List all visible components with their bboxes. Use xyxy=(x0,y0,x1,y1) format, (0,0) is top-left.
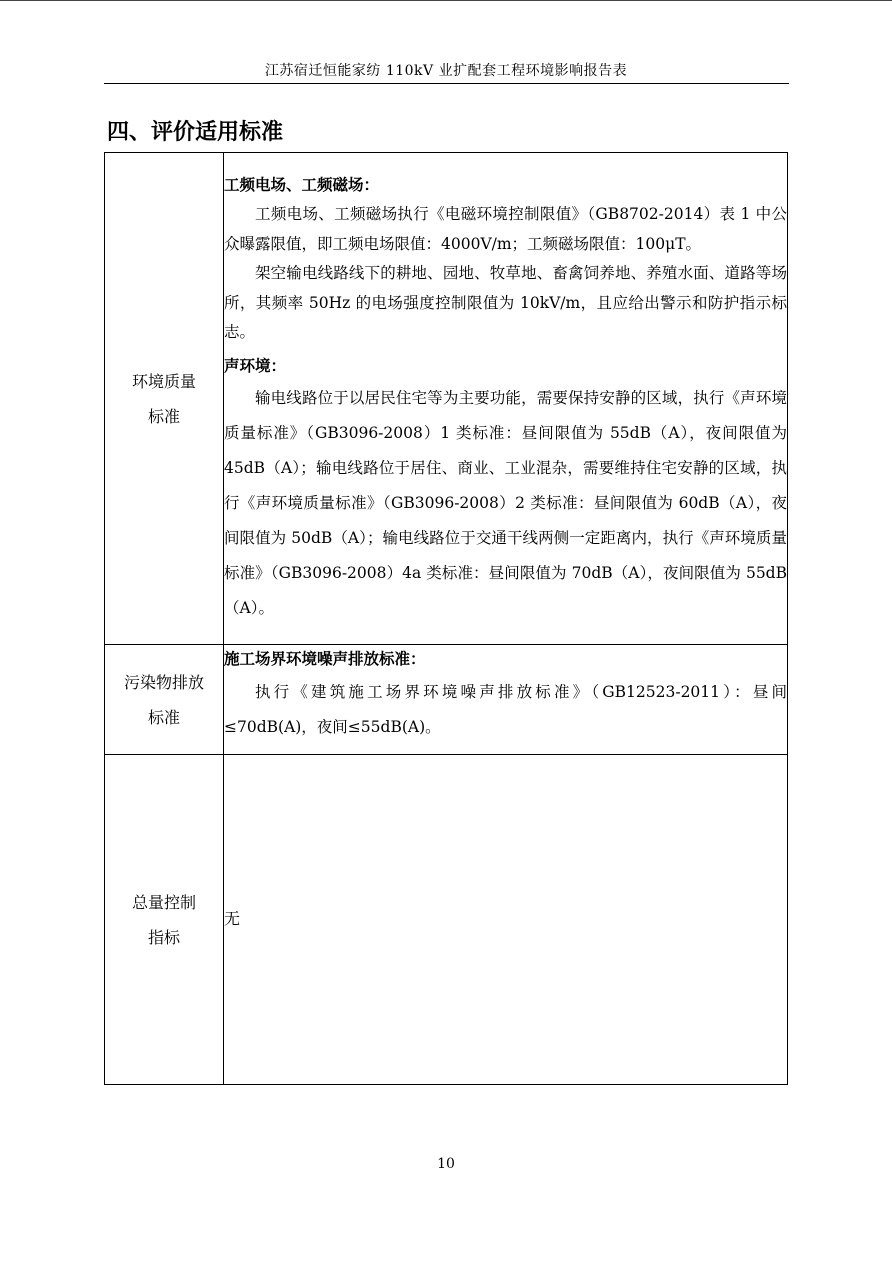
running-header: 江苏宿迁恒能家纺 110kV 业扩配套工程环境影响报告表 xyxy=(264,63,628,79)
paragraph-em-limits: 工频电场、工频磁场执行《电磁环境控制限值》（GB8702-2014）表 1 中公众曝露限值，即工频电场限值：4000V/m；工频磁场限值：100μT。 xyxy=(224,205,787,253)
page-number: 10 xyxy=(437,1156,455,1172)
standards-table xyxy=(104,152,788,1085)
row-label-line: 标准 xyxy=(147,406,180,426)
paragraph-construction-noise: 执行《建筑施工场界环境噪声排放标准》（GB12523-2011）：昼间≤70dB(A)，夜间≤55dB(A)。 xyxy=(224,682,787,736)
section-title: 四、评价适用标准 xyxy=(107,119,284,145)
row-label-line: 环境质量 xyxy=(131,371,196,391)
table-row-environmental-quality xyxy=(105,153,788,645)
subheading-construction-noise: 施工场界环境噪声排放标准： xyxy=(224,650,426,668)
total-control-value: 无 xyxy=(224,909,241,929)
row-label-pollutant-discharge xyxy=(105,645,224,755)
row-label-line: 污染物排放 xyxy=(123,672,204,692)
table-row-total-control xyxy=(105,755,788,1085)
row-content-pollutant-discharge xyxy=(224,645,788,755)
header-divider xyxy=(104,83,789,84)
paragraph-noise-standards: 输电线路位于以居民住宅等为主要功能，需要保持安静的区域，执行《声环境质量标准》（GB3096-2008）1 类标准：昼间限值为 55dB（A），夜间限值为 45dB（A）；输电线路位于居住、商业、工业混杂，需要维持住宅安静的区域，执行《声环境质量标准》（GB3096-2008）2 类标准：昼间限值为 60dB（A），夜间限值为 50dB（A）；输电线路位于交通干线两侧一定距离内，执行《声环境质量标准》（GB3096-2008）4a 类标准：昼间限值为 70dB（A），夜间限值为 55dB（A）。 xyxy=(224,389,787,618)
row-label-environmental-quality xyxy=(105,153,224,645)
subheading-power-frequency-field: 工频电场、工频磁场： xyxy=(224,175,380,194)
subheading-acoustic-environment: 声环境： xyxy=(224,356,287,375)
row-label-total-control xyxy=(105,755,224,1085)
row-content-total-control xyxy=(224,755,788,1085)
row-label-line: 指标 xyxy=(147,927,180,947)
table-row-pollutant-discharge xyxy=(105,645,788,755)
row-label-line: 标准 xyxy=(147,707,180,727)
row-label-line: 总量控制 xyxy=(131,892,196,912)
row-content-environmental-quality xyxy=(224,153,788,645)
paragraph-overhead-line-limits: 架空输电线路线下的耕地、园地、牧草地、畜禽饲养地、养殖水面、道路等场所，其频率 50Hz 的电场强度控制限值为 10kV/m，且应给出警示和防护指示标志。 xyxy=(224,264,787,342)
page-top-border xyxy=(0,0,892,1)
